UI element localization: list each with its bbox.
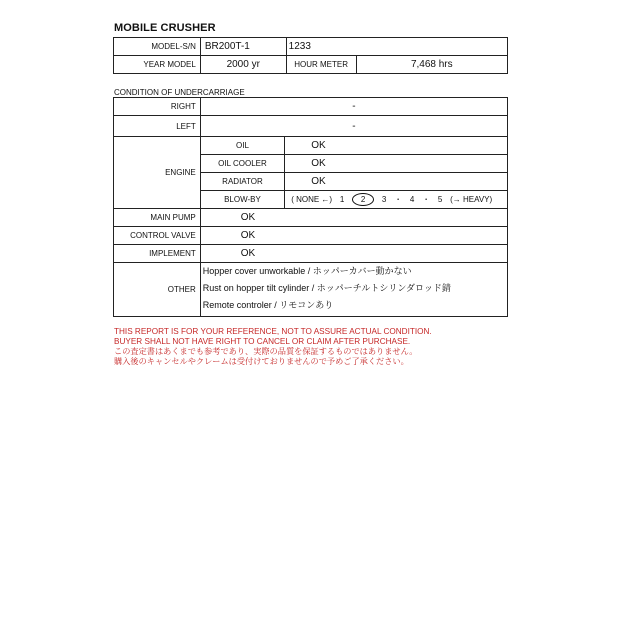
serial-value: 1233 bbox=[286, 38, 507, 56]
engine-item-label: OIL bbox=[200, 137, 284, 155]
right-row bbox=[114, 98, 508, 116]
blowby-scale-2-selected: 2 bbox=[352, 193, 374, 206]
year-model-value: 2000 yr bbox=[200, 56, 286, 74]
control-valve-label: CONTROL VALVE bbox=[114, 227, 201, 245]
implement-value: OK bbox=[200, 245, 507, 263]
blowby-label: BLOW-BY bbox=[200, 191, 284, 209]
left-row bbox=[114, 116, 508, 137]
implement-row bbox=[114, 245, 508, 263]
model-sn-row bbox=[114, 38, 508, 56]
blowby-start: ( NONE ←) bbox=[291, 195, 333, 204]
engine-item-label: OIL COOLER bbox=[200, 155, 284, 173]
blowby-separator: ・ bbox=[394, 195, 403, 204]
engine-item-value: OK bbox=[285, 155, 508, 173]
other-notes bbox=[200, 263, 507, 317]
year-hour-row bbox=[114, 56, 508, 74]
right-value: - bbox=[200, 98, 507, 116]
blowby-scale-1: 1 bbox=[339, 195, 345, 204]
engine-item-value: OK bbox=[285, 173, 508, 191]
disclaimer bbox=[114, 327, 432, 367]
model-sn-label: MODEL-S/N bbox=[114, 38, 201, 56]
other-label: OTHER bbox=[114, 263, 201, 317]
control-valve-value: OK bbox=[200, 227, 507, 245]
condition-table bbox=[113, 97, 508, 317]
machine-header-table bbox=[113, 37, 508, 74]
blowby-separator: ・ bbox=[422, 195, 431, 204]
model-value: BR200T-1 bbox=[200, 38, 286, 56]
main-pump-row bbox=[114, 209, 508, 227]
document-title: MOBILE CRUSHER bbox=[114, 22, 216, 34]
blowby-scale-3: 3 bbox=[381, 195, 387, 204]
right-label: RIGHT bbox=[114, 98, 201, 116]
disclaimer-line: この査定書はあくまでも参考であり、実際の品質を保証するものではありません。 bbox=[114, 347, 418, 356]
left-label: LEFT bbox=[114, 116, 201, 137]
blowby-scale-4: 4 bbox=[409, 195, 415, 204]
engine-label: ENGINE bbox=[114, 137, 201, 209]
implement-label: IMPLEMENT bbox=[114, 245, 201, 263]
other-note-line: Remote controler / リモコンあり bbox=[202, 300, 334, 310]
engine-item-value: OK bbox=[285, 137, 508, 155]
hour-meter-value: 7,468 hrs bbox=[356, 56, 507, 74]
section-caption: CONDITION OF UNDERCARRIAGE bbox=[114, 88, 245, 97]
hour-meter-label: HOUR METER bbox=[286, 56, 356, 74]
other-note-line: Hopper cover unworkable / ホッパーカバー動かない bbox=[202, 266, 412, 276]
other-note-line: Rust on hopper tilt cylinder / ホッパーチルトシリンダロッド錆 bbox=[202, 283, 451, 293]
disclaimer-line: BUYER SHALL NOT HAVE RIGHT TO CANCEL OR CLAIM AFTER PURCHASE. bbox=[114, 337, 411, 346]
control-valve-row bbox=[114, 227, 508, 245]
engine-item-label: RADIATOR bbox=[200, 173, 284, 191]
engine-oil-row bbox=[114, 137, 508, 155]
blowby-scale-5: 5 bbox=[437, 195, 443, 204]
main-pump-value: OK bbox=[200, 209, 507, 227]
main-pump-label: MAIN PUMP bbox=[114, 209, 201, 227]
other-row bbox=[114, 263, 508, 317]
left-value: - bbox=[200, 116, 507, 137]
disclaimer-line: THIS REPORT IS FOR YOUR REFERENCE, NOT TO ASSURE ACTUAL CONDITION. bbox=[114, 327, 432, 336]
blowby-end: (→ HEAVY) bbox=[450, 195, 493, 204]
disclaimer-line: 購入後のキャンセルやクレームは受付けておりませんので予めご了承ください。 bbox=[114, 357, 409, 366]
year-model-label: YEAR MODEL bbox=[114, 56, 201, 74]
blowby-scale bbox=[285, 191, 508, 209]
